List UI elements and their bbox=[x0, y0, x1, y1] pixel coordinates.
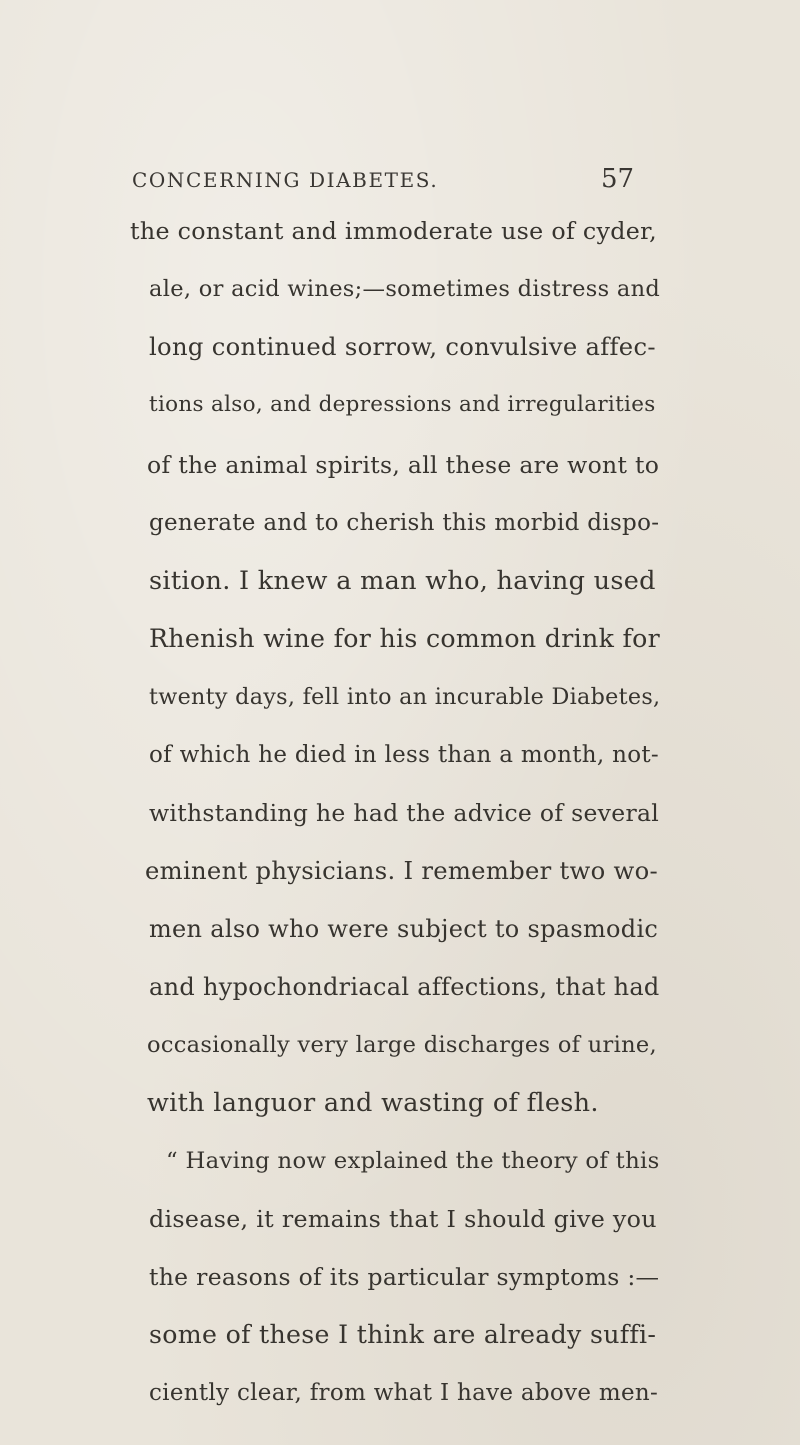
text-line: long continued sorrow, convulsive affec- bbox=[149, 332, 656, 361]
page-header bbox=[0, 164, 800, 200]
text-line: men also who were subject to spasmodic bbox=[149, 915, 659, 943]
text-line: sition. I knew a man who, having used bbox=[149, 566, 656, 596]
text-line: ale, or acid wines;—sometimes distress and bbox=[149, 276, 661, 302]
text-line: tions also, and depressions and irregularities bbox=[149, 392, 656, 417]
text-line: and hypochondriacal affections, that had bbox=[149, 973, 660, 1001]
text-line: withstanding he had the advice of several bbox=[149, 799, 660, 827]
text-line: eminent physicians. I remember two wo- bbox=[145, 856, 658, 885]
text-line: generate and to cherish this morbid dispo- bbox=[149, 510, 660, 536]
text-line: of which he died in less than a month, not- bbox=[149, 742, 659, 768]
text-line: ciently clear, from what I have above men- bbox=[149, 1380, 659, 1406]
text-line: Rhenish wine for his common drink for bbox=[149, 624, 661, 653]
running-title: CONCERNING DIABETES. bbox=[132, 168, 439, 192]
text-line: of the animal spirits, all these are wont to bbox=[147, 451, 660, 479]
text-line: some of these I think are already suffi- bbox=[149, 1320, 657, 1349]
text-line: occasionally very large discharges of urine, bbox=[147, 1032, 657, 1058]
page-number: 57 bbox=[601, 164, 635, 194]
text-line: the reasons of its particular symptoms :— bbox=[149, 1263, 660, 1291]
text-line: disease, it remains that I should give you bbox=[149, 1205, 657, 1233]
text-line: with languor and wasting of flesh. bbox=[147, 1088, 599, 1118]
text-line: “ Having now explained the theory of this bbox=[166, 1148, 660, 1174]
text-line: the constant and immoderate use of cyder, bbox=[130, 217, 657, 245]
text-line: twenty days, fell into an incurable Diabetes, bbox=[149, 684, 661, 710]
